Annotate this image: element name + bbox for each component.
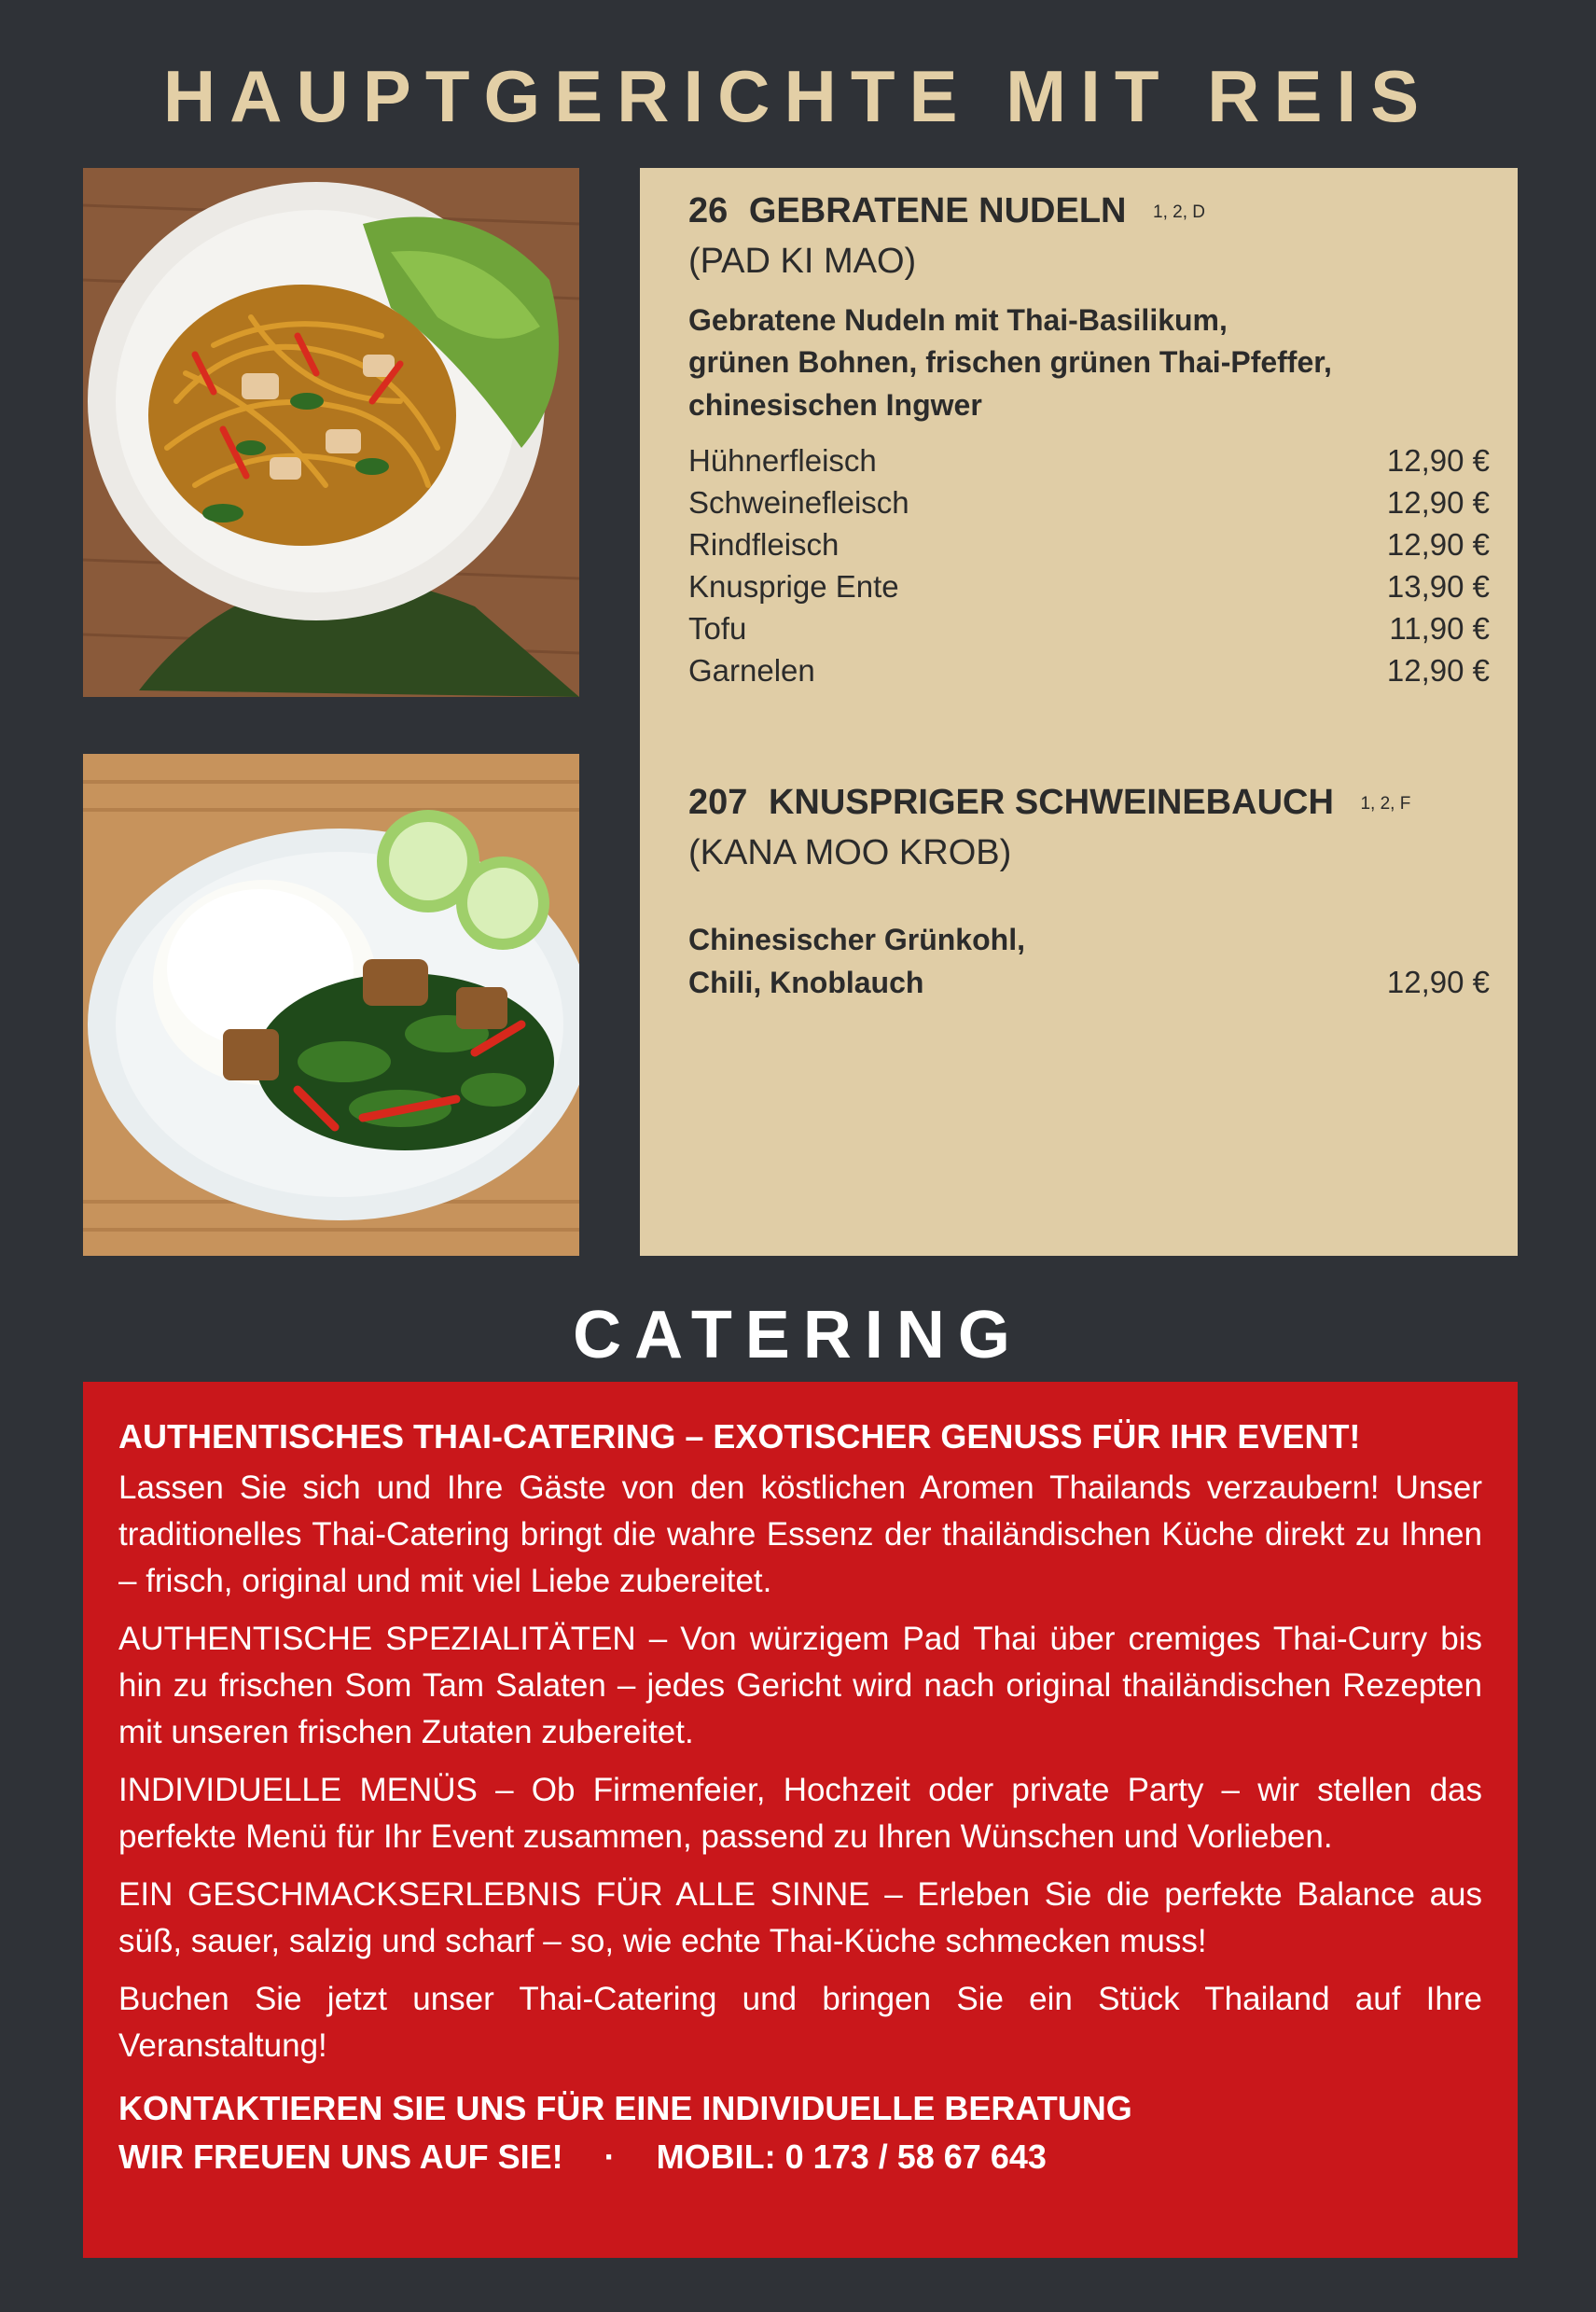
noodle-dish-icon <box>83 168 579 697</box>
option-price: 12,90 € <box>1386 443 1490 479</box>
dish-207 <box>688 782 1490 1005</box>
page-title: HAUPTGERICHTE MIT REIS <box>162 55 1434 137</box>
catering-headline: AUTHENTISCHES THAI-CATERING – EXOTISCHER GENUSS FÜR IHR EVENT! <box>118 1417 1361 1455</box>
dish-description <box>688 299 1490 426</box>
dish-price: 12,90 € <box>1386 965 1490 1000</box>
dish-26 <box>688 190 1490 691</box>
contact-line: KONTAKTIEREN SIE UNS FÜR EINE INDIVIDUELLE BERATUNG <box>118 2088 1132 2127</box>
dish-heading <box>688 190 1490 233</box>
option-label: Knusprige Ente <box>688 569 899 605</box>
option-label: Tofu <box>688 611 747 647</box>
dish-name: KNUSPRIGER SCHWEINEBAUCH <box>768 783 1334 823</box>
contact-phone[interactable]: MOBIL: 0 173 / 58 67 643 <box>656 2137 1047 2176</box>
contact-line <box>118 2133 1482 2181</box>
dish-number: 207 <box>688 783 748 823</box>
catering-box <box>83 1382 1518 2258</box>
dish-description-line: Gebratene Nudeln mit Thai-Basilikum, <box>688 302 1228 337</box>
price-list <box>688 439 1490 691</box>
dish-description-price-row <box>688 961 1490 1005</box>
dish-description-line: grünen Bohnen, frischen grünen Thai-Pfeffer, <box>688 345 1332 380</box>
pork-belly-dish-icon <box>83 754 579 1256</box>
option-label: Hühnerfleisch <box>688 443 877 479</box>
option-label: Garnelen <box>688 653 815 689</box>
catering-paragraph: EIN GESCHMACKSERLEBNIS FÜR ALLE SINNE – Erleben Sie die perfekte Balance aus süß, sauer, salzig und scharf – so, wie echte Thai-Küche schmecken muss! <box>118 1875 1482 1959</box>
dish-description-line: chinesischen Ingwer <box>688 387 982 422</box>
option-price: 12,90 € <box>1386 527 1490 563</box>
kana-moo-krob-photo <box>83 754 579 1256</box>
dish-subtitle: (KANA MOO KROB) <box>688 832 1012 872</box>
option-price: 12,90 € <box>1386 485 1490 521</box>
catering-paragraph: AUTHENTISCHE SPEZIALITÄTEN – Von würzigem Pad Thai über cremiges Thai-Curry bis hin zu frischen Som Tam Salaten – jedes Gericht wird nach original thailändischen Rezepten mit unseren frischen Zutaten zubereitet. <box>118 1620 1482 1750</box>
dish-subtitle: (PAD KI MAO) <box>688 241 917 281</box>
option-label: Schweinefleisch <box>688 485 909 521</box>
pad-ki-mao-photo <box>83 168 579 697</box>
option-label: Rindfleisch <box>688 527 840 563</box>
price-row <box>688 439 1490 481</box>
catering-paragraph: Lassen Sie sich und Ihre Gäste von den köstlichen Aromen Thailands verzaubern! Unser traditionelles Thai-Catering bringt die wahre Essenz der thailändischen Küche direkt zu Ihnen – frisch, original und mit viel Liebe zubereitet. <box>118 1469 1482 1599</box>
dish-description-line: Chili, Knoblauch <box>688 966 924 1000</box>
dish-allergens: 1, 2, F <box>1360 793 1411 814</box>
dish-allergens: 1, 2, D <box>1153 202 1206 222</box>
price-row <box>688 607 1490 649</box>
price-row <box>688 523 1490 565</box>
option-price: 11,90 € <box>1389 611 1490 647</box>
price-row <box>688 481 1490 523</box>
dish-heading <box>688 782 1490 825</box>
option-price: 12,90 € <box>1386 653 1490 689</box>
catering-paragraph: INDIVIDUELLE MENÜS – Ob Firmenfeier, Hochzeit oder private Party – wir stellen das perfekte Menü für Ihr Event zusammen, passend zu Ihren Wünschen und Vorlieben. <box>118 1771 1482 1855</box>
contact-greeting: WIR FREUEN UNS AUF SIE! <box>118 2137 563 2176</box>
contact-separator: · <box>604 2137 616 2176</box>
dish-description-line: Chinesischer Grünkohl, <box>688 922 1025 956</box>
dish-name: GEBRATENE NUDELN <box>748 191 1127 230</box>
dish-description <box>688 919 1490 1005</box>
catering-contact <box>118 2084 1482 2181</box>
option-price: 13,90 € <box>1386 569 1490 605</box>
dish-number: 26 <box>688 191 729 230</box>
catering-paragraph: Buchen Sie jetzt unser Thai-Catering und bringen Sie ein Stück Thailand auf Ihre Veranstaltung! <box>118 1980 1482 2064</box>
price-row <box>688 565 1490 607</box>
menu-panel <box>640 168 1518 1256</box>
catering-title: CATERING <box>573 1298 1023 1372</box>
price-row <box>688 649 1490 691</box>
